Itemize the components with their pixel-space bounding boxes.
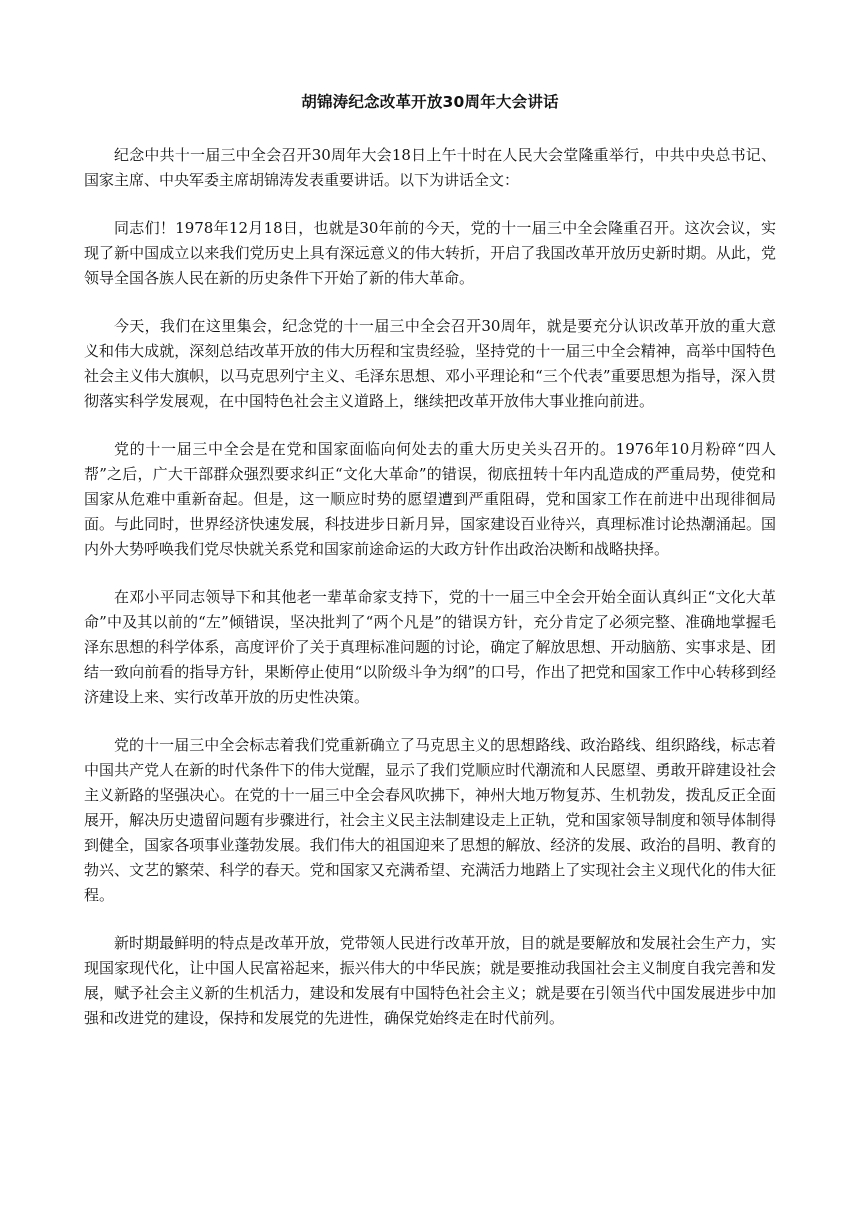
document-title: 胡锦涛纪念改革开放30周年大会讲话 [301, 93, 559, 111]
paragraph-6: 新时期最鲜明的特点是改革开放，党带领人民进行改革开放，目的就是要解放和发展社会生产力，实现国家现代化，让中国人民富裕起来，振兴伟大的中华民族；就是要推动我国社会主义制度自我完善和发展，赋予社会主义新的生机活力，建设和发展有中国特色社会主义；就是要在引领当代中国发展进步中加强和改进党的建设，保持和发展党的先进性，确保党始终走在时代前列。 [84, 934, 776, 1027]
paragraph-3: 党的十一届三中全会是在党和国家面临向何处去的重大历史关头召开的。1976年10月粉碎“四人帮”之后，广大干部群众强烈要求纠正“文化大革命”的错误，彻底扭转十年内乱造成的严重局势，使党和国家从危难中重新奋起。但是，这一顺应时势的愿望遭到严重阻碍，党和国家工作在前进中出现徘徊局面。与此同时，世界经济快速发展，科技进步日新月异，国家建设百业待兴，真理标准讨论热潮涌起。国内外大势呼唤我们党尽快就关系党和国家前途命运的大政方针作出政治决断和战略抉择。 [84, 440, 776, 558]
paragraph-4: 在邓小平同志领导下和其他老一辈革命家支持下，党的十一届三中全会开始全面认真纠正“文化大革命”中及其以前的“左”倾错误，坚决批判了“两个凡是”的错误方针，充分肯定了必须完整、准确地掌握毛泽东思想的科学体系，高度评价了关于真理标准问题的讨论，确定了解放思想、开动脑筋、实事求是、团结一致向前看的指导方针，果断停止使用“以阶级斗争为纲”的口号，作出了把党和国家工作中心转移到经济建设上来、实行改革开放的历史性决策。 [84, 588, 776, 706]
paragraph-1: 同志们！1978年12月18日，也就是30年前的今天，党的十一届三中全会隆重召开。这次会议，实现了新中国成立以来我们党历史上具有深远意义的伟大转折，开启了我国改革开放历史新时期。从此，党领导全国各族人民在新的历史条件下开始了新的伟大革命。 [84, 219, 776, 287]
paragraph-2: 今天，我们在这里集会，纪念党的十一届三中全会召开30周年，就是要充分认识改革开放的重大意义和伟大成就，深刻总结改革开放的伟大历程和宝贵经验，坚持党的十一届三中全会精神，高举中国特色社会主义伟大旗帜，以马克思列宁主义、毛泽东思想、邓小平理论和“三个代表”重要思想为指导，深入贯彻落实科学发展观，在中国特色社会主义道路上，继续把改革开放伟大事业推向前进。 [84, 317, 776, 410]
document-page [84, 90, 776, 1054]
paragraph-intro: 纪念中共十一届三中全会召开30周年大会18日上午十时在人民大会堂隆重举行，中共中央总书记、国家主席、中央军委主席胡锦涛发表重要讲话。以下为讲话全文： [84, 146, 776, 189]
paragraph-5: 党的十一届三中全会标志着我们党重新确立了马克思主义的思想路线、政治路线、组织路线，标志着中国共产党人在新的时代条件下的伟大觉醒，显示了我们党顺应时代潮流和人民愿望、勇敢开辟建设社会主义新路的坚强决心。在党的十一届三中全会春风吹拂下，神州大地万物复苏、生机勃发，拨乱反正全面展开，解决历史遗留问题有步骤进行，社会主义民主法制建设走上正轨，党和国家领导制度和领导体制得到健全，国家各项事业蓬勃发展。我们伟大的祖国迎来了思想的解放、经济的发展、政治的昌明、教育的勃兴、文艺的繁荣、科学的春天。党和国家又充满希望、充满活力地踏上了实现社会主义现代化的伟大征程。 [84, 736, 776, 904]
